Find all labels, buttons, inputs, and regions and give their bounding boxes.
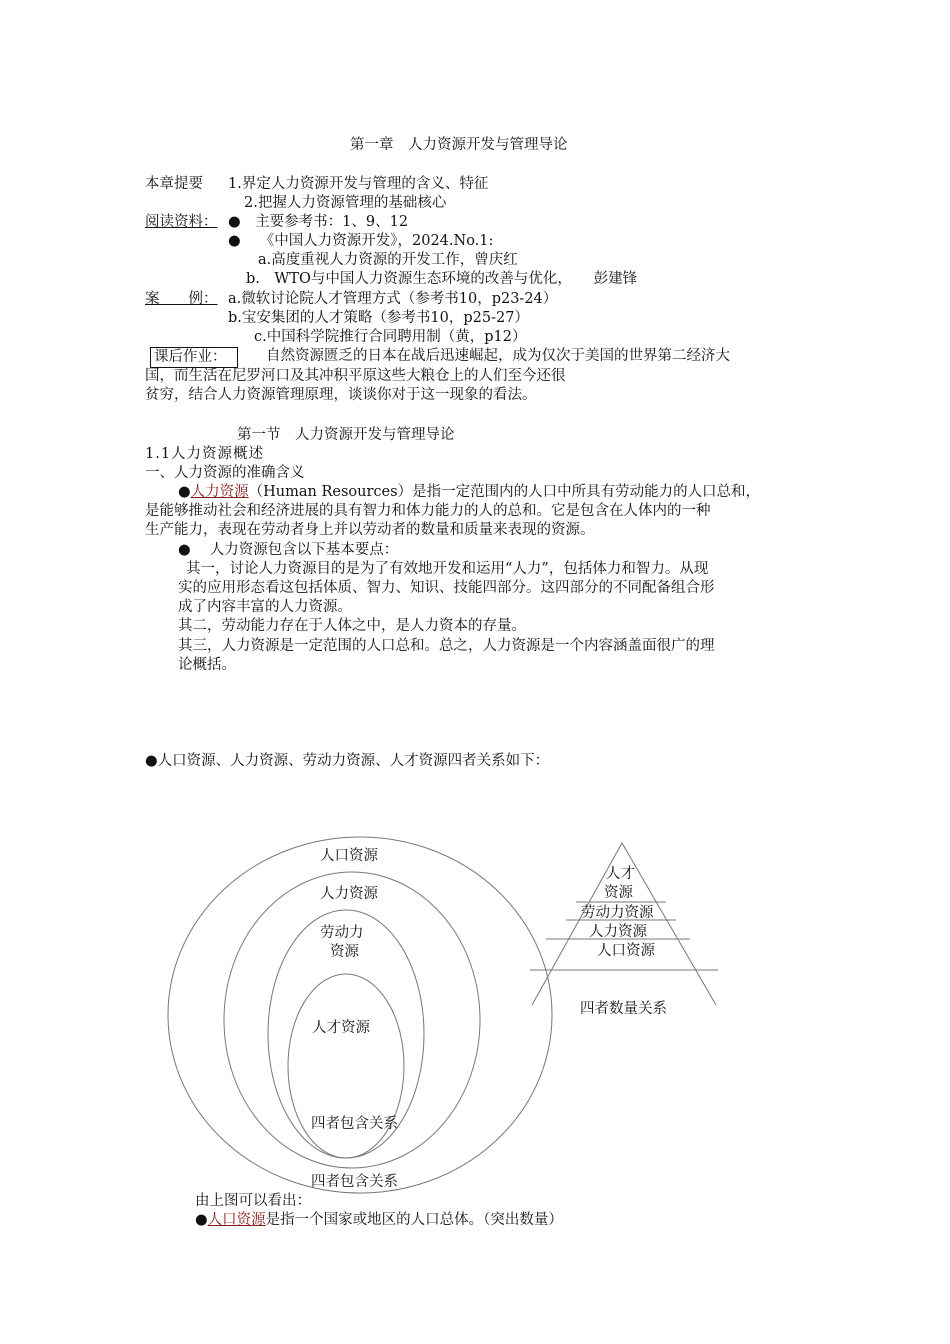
reading-item-b: b. WTO与中国人力资源生态环境的改善与优化， 彭建锋 xyxy=(246,271,638,287)
ellipse-label-human-resources: 人力资源 xyxy=(320,886,378,902)
term-link-human-resources[interactable]: 人力资源 xyxy=(190,484,249,500)
pyramid-label-human-resources: 人力资源 xyxy=(589,924,647,940)
point-3-line-1: 其三，人力资源是一定范围的人口总和。总之，人力资源是一个内容涵盖面很广的理 xyxy=(178,638,715,654)
point-3-line-2: 论概括。 xyxy=(178,657,236,673)
reading-bullet-2: ● 《中国人力资源开发》，2024.No.1: xyxy=(228,233,494,249)
reading-bullet-1: ● 主要参考书：1、9、12 xyxy=(228,214,409,230)
conclusion-intro: 由上图可以看出： xyxy=(195,1193,311,1209)
ellipse-label-talent: 人才资源 xyxy=(312,1020,370,1036)
section-title: 第一节 人力资源开发与管理导论 xyxy=(237,427,455,443)
bullet: ● xyxy=(195,1212,208,1228)
summary-item-2: 2.把握人力资源管理的基础核心 xyxy=(244,195,447,211)
conclusion-line xyxy=(195,1211,563,1230)
cases-label: 案 例： xyxy=(145,291,218,307)
points-intro: ● 人力资源包含以下基本要点： xyxy=(178,542,399,558)
point-1-line-3: 成了内容丰富的人力资源。 xyxy=(178,599,352,615)
case-b: b.宝安集团的人才策略（参考书10，p25-27） xyxy=(228,310,529,326)
point-1-line-1: 其一，讨论人力资源目的是为了有效地开发和运用“人力”，包括体力和智力。从现 xyxy=(186,561,709,577)
ellipse-label-labor-1: 劳动力 xyxy=(320,925,364,941)
reading-item-a: a.高度重视人力资源的开发工作，曾庆红 xyxy=(258,252,518,268)
ellipse-caption: 四者包含关系 xyxy=(311,1174,398,1190)
definition-line-3: 生产能力，表现在劳动者身上并以劳动者的数量和质量来表现的资源。 xyxy=(145,522,595,538)
term-link-population-resources[interactable]: 人口资源 xyxy=(207,1212,266,1228)
chapter-title: 第一章 人力资源开发与管理导论 xyxy=(350,137,568,153)
point-2: 其二，劳动能力存在于人体之中，是人力资本的存量。 xyxy=(178,618,526,634)
pyramid-caption: 四者数量关系 xyxy=(580,1001,667,1017)
subsection-title: 1.1人力资源概述 xyxy=(145,446,265,462)
definition-text: （Human Resources）是指一定范围内的人口中所具有劳动能力的人口总和， xyxy=(248,484,761,500)
reading-label: 阅读资料： xyxy=(145,214,218,230)
ellipse-label-population: 人口资源 xyxy=(320,848,378,864)
bullet: ● xyxy=(178,484,191,500)
pyramid-label-talent-1: 人才 xyxy=(606,866,635,882)
point-1-line-2: 实的应用形态看这包括体质、智力、知识、技能四部分。这四部分的不同配备组合形 xyxy=(178,580,715,596)
relation-intro: ●人口资源、人力资源、劳动力资源、人才资源四者关系如下： xyxy=(145,753,550,769)
ellipse-label-labor-2: 资源 xyxy=(330,944,359,960)
case-a: a.微软讨论院人才管理方式（参考书10，p23-24） xyxy=(228,291,558,307)
case-c: c.中国科学院推行合同聘用制（黄，p12） xyxy=(254,329,527,345)
conclusion-text: 是指一个国家或地区的人口总体。（突出数量） xyxy=(265,1212,563,1228)
definition-line-2: 是能够推动社会和经济进展的具有智力和体力能力的人的总和。它是包含在人体内的一种 xyxy=(145,503,711,519)
heading-definition: 一、人力资源的准确含义 xyxy=(145,465,305,481)
homework-line-1: 自然资源匮乏的日本在战后迅速崛起，成为仅次于美国的世界第二经济大 xyxy=(266,348,730,364)
homework-label: 课后作业： xyxy=(150,347,238,368)
pyramid-label-talent-2: 资源 xyxy=(604,885,633,901)
pyramid-label-labor: 劳动力资源 xyxy=(581,905,654,921)
summary-item-1: 1.界定人力资源开发与管理的含义、特征 xyxy=(228,176,489,192)
homework-line-2: 国，而生活在尼罗河口及其冲积平原这些大粮仓上的人们至今还很 xyxy=(145,368,566,384)
pyramid-label-population: 人口资源 xyxy=(597,943,655,959)
homework-line-3: 贫穷，结合人力资源管理原理，谈谈你对于这一现象的看法。 xyxy=(145,387,537,403)
ellipse-label-inclusion: 四者包含关系 xyxy=(311,1116,398,1132)
summary-label: 本章提要 xyxy=(145,176,203,192)
